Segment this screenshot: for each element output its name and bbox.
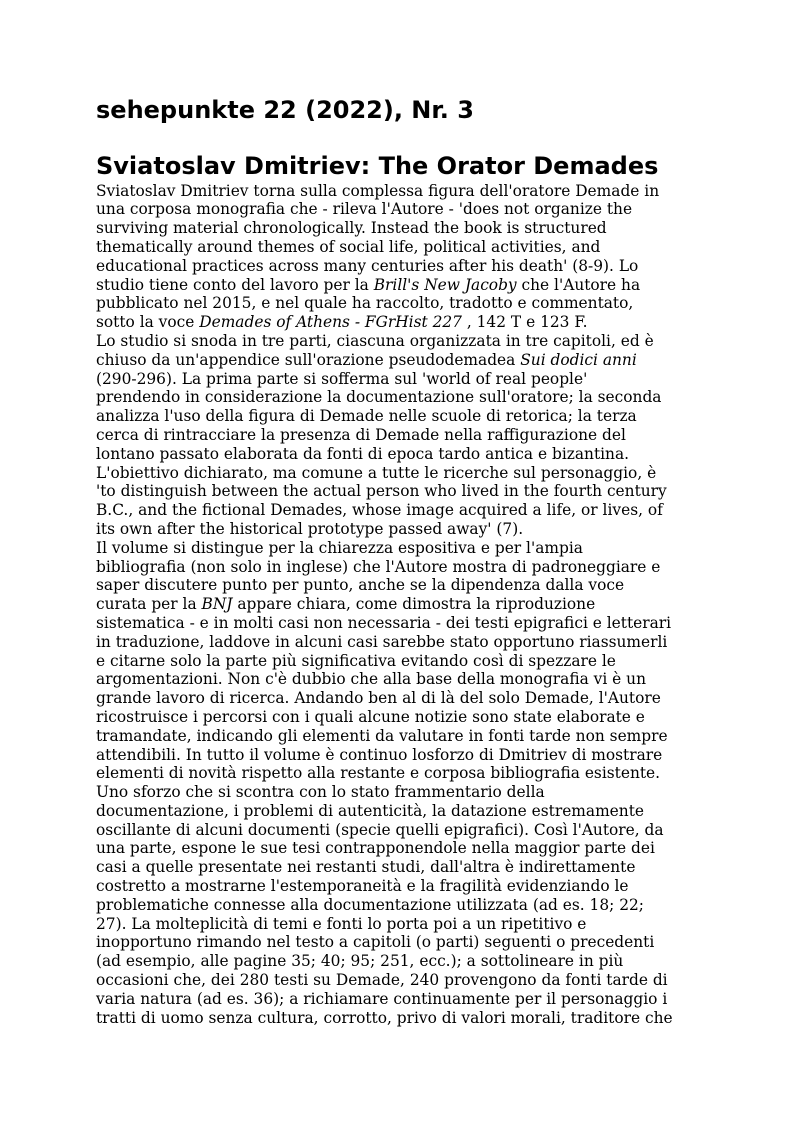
text-line: una parte, espone le sue tesi contrapponendole nella maggior parte dei <box>96 839 655 858</box>
article-body <box>96 182 716 1028</box>
text-line: Sviatoslav Dmitriev torna sulla complessa figura dell'oratore Demade in <box>96 181 660 200</box>
italic-title: Sui dodici anni <box>520 350 637 369</box>
text-line: attendibili. In tutto il volume è continuo losforzo di Dmitriev di mostrare <box>96 745 663 764</box>
journal-issue-heading: sehepunkte 22 (2022), Nr. 3 <box>96 96 474 124</box>
text-line <box>96 276 716 295</box>
text-span: appare chiara, come dimostra la riproduzione <box>232 595 596 614</box>
text-line: (290-296). La prima parte si sofferma sul 'world of real people' <box>96 369 588 388</box>
text-line <box>96 351 716 370</box>
text-line: prendendo in considerazione la documentazione sull'oratore; la seconda <box>96 388 662 407</box>
text-line: documentazione, i problemi di autenticità, la datazione estremamente <box>96 801 644 820</box>
text-line: (ad esempio, alle pagine 35; 40; 95; 251, ecc.); a sottolineare in più <box>96 952 624 971</box>
text-line <box>96 313 716 332</box>
text-line: problematiche connesse alla documentazione utilizzata (ad es. 18; 22; <box>96 895 644 914</box>
text-line: surviving material chronologically. Instead the book is structured <box>96 219 607 238</box>
text-line: B.C., and the fictional Demades, whose image acquired a life, or lives, of <box>96 501 663 520</box>
document-page <box>96 96 716 1027</box>
text-span: sotto la voce <box>96 313 200 332</box>
text-line: bibliografia (non solo in inglese) che l'Autore mostra di padroneggiare e <box>96 557 661 576</box>
text-line: inopportuno rimando nel testo a capitoli (o parti) seguenti o precedenti <box>96 933 655 952</box>
paragraph-2 <box>96 332 716 539</box>
text-span: studio tiene conto del lavoro per la <box>96 275 374 294</box>
article-title: Sviatoslav Dmitriev: The Orator Demades <box>96 151 659 180</box>
text-line <box>96 595 716 614</box>
text-span: curata per la <box>96 595 202 614</box>
text-line: occasioni che, dei 280 testi su Demade, 240 provengono da fonti tarde di <box>96 971 668 990</box>
text-line: in traduzione, laddove in alcuni casi sarebbe stato opportuno riassumerli <box>96 632 668 651</box>
text-span: che l'Autore ha <box>516 275 641 294</box>
paragraph-1 <box>96 182 716 332</box>
text-line: oscillante di alcuni documenti (specie quelli epigrafici). Così l'Autore, da <box>96 820 664 839</box>
text-line: Il volume si distingue per la chiarezza espositiva e per l'ampia <box>96 538 583 557</box>
text-line: costretto a mostrarne l'estemporaneità e la fragilità evidenziando le <box>96 877 629 896</box>
text-line: Uno sforzo che si scontra con lo stato frammentario della <box>96 783 545 802</box>
italic-title: Brill's New Jacoby <box>373 275 517 294</box>
text-line: una corposa monografia che - rileva l'Autore - 'does not organize the <box>96 200 633 219</box>
text-line: argomentazioni. Non c'è dubbio che alla base della monografia vi è un <box>96 670 646 689</box>
text-line: saper discutere punto per punto, anche se la dipendenza dalla voce <box>96 576 625 595</box>
paragraph-3 <box>96 539 716 1028</box>
text-line: thematically around themes of social life, political activities, and <box>96 237 601 256</box>
italic-title: Demades of Athens - FGrHist 227 <box>199 313 462 332</box>
text-line: tratti di uomo senza cultura, corrotto, privo di valori morali, traditore che <box>96 1008 673 1027</box>
text-line: elementi di novità rispetto alla restante e corposa bibliografia esistente. <box>96 764 661 783</box>
text-line: L'obiettivo dichiarato, ma comune a tutte le ricerche sul personaggio, è <box>96 463 657 482</box>
text-line: educational practices across many centuries after his death' (8-9). Lo <box>96 256 639 275</box>
text-line: 'to distinguish between the actual person who lived in the fourth century <box>96 482 667 501</box>
text-line: pubblicato nel 2015, e nel quale ha raccolto, tradotto e commentato, <box>96 294 634 313</box>
text-line: its own after the historical prototype passed away' (7). <box>96 519 524 538</box>
text-line: ricostruisce i percorsi con i quali alcune notizie sono state elaborate e <box>96 707 645 726</box>
text-line: analizza l'uso della figura di Demade nelle scuole di retorica; la terza <box>96 407 637 426</box>
text-line: lontano passato elaborata da fonti di epoca tardo antica e bizantina. <box>96 444 630 463</box>
text-line: tramandate, indicando gli elementi da valutare in fonti tarde non sempre <box>96 726 668 745</box>
italic-abbreviation: BNJ <box>201 595 233 614</box>
text-line: cerca di rintracciare la presenza di Demade nella raffigurazione del <box>96 425 626 444</box>
text-line: e citarne solo la parte più significativa evitando così di spezzare le <box>96 651 616 670</box>
text-line: sistematica - e in molti casi non necessaria - dei testi epigrafici e letterari <box>96 613 672 632</box>
text-span: , 142 T e 123 F. <box>461 313 588 332</box>
text-line: Lo studio si snoda in tre parti, ciascuna organizzata in tre capitoli, ed è <box>96 331 654 350</box>
text-line: casi a quelle presentate nei restanti studi, dall'altra è indirettamente <box>96 858 636 877</box>
text-line: grande lavoro di ricerca. Andando ben al di là del solo Demade, l'Autore <box>96 689 661 708</box>
text-span: chiuso da un'appendice sull'orazione pseudodemadea <box>96 350 521 369</box>
text-line: 27). La molteplicità di temi e fonti lo porta poi a un ripetitivo e <box>96 914 587 933</box>
text-line: varia natura (ad es. 36); a richiamare continuamente per il personaggio i <box>96 989 668 1008</box>
